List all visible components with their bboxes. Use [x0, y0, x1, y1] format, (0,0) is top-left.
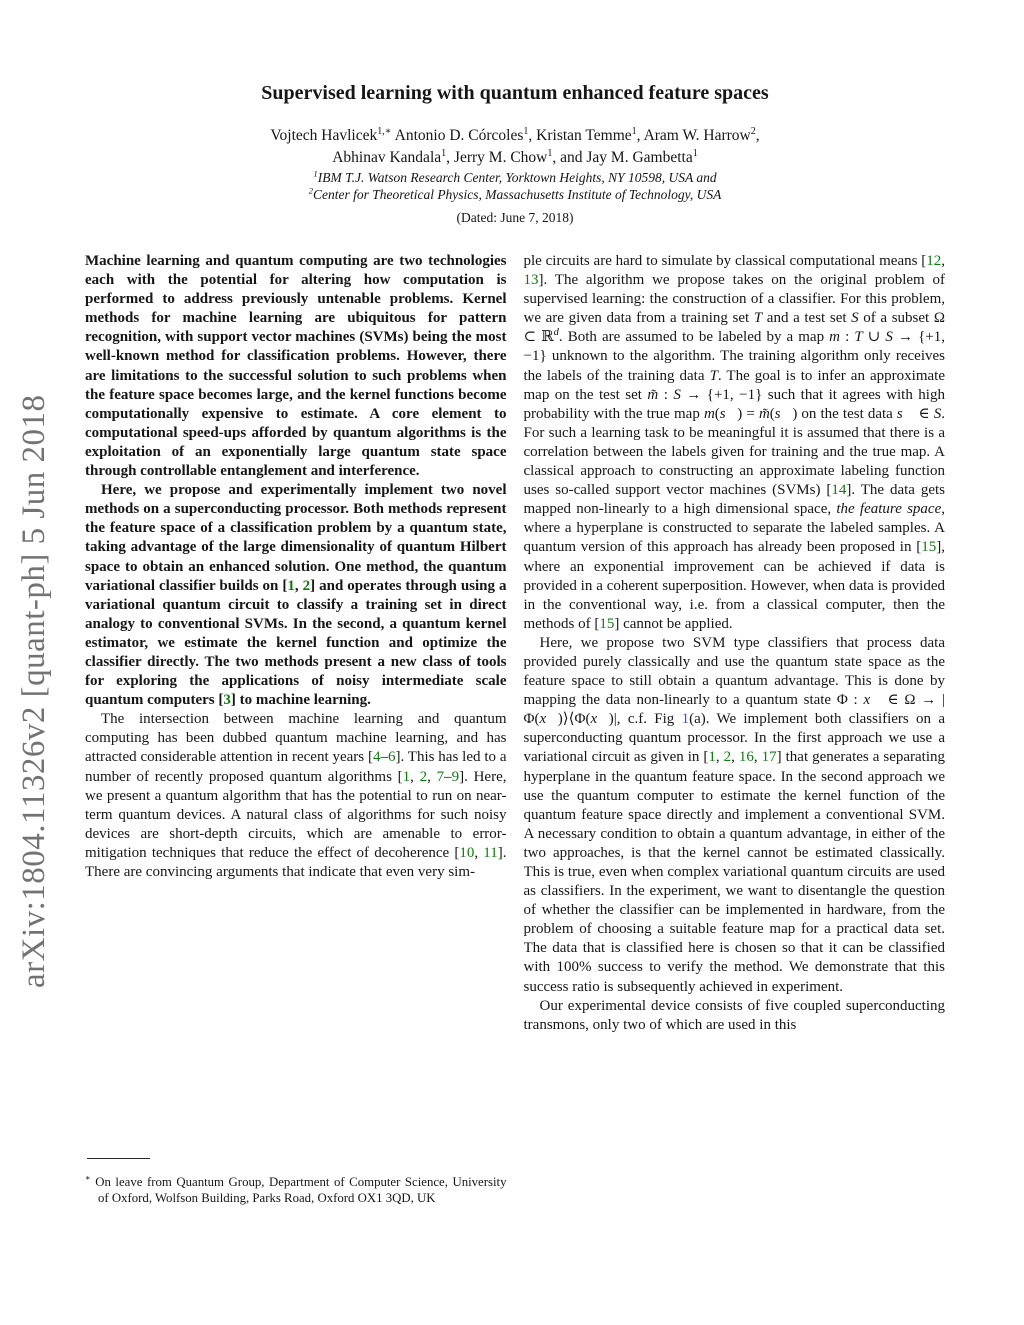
math-variable: m [703, 405, 715, 422]
abstract-paragraph-2 [85, 481, 507, 710]
citation-link[interactable]: 14 [831, 482, 847, 499]
text-run: ∈ Ω → |Φ( [523, 692, 945, 728]
text-run: ] to machine learning. [230, 692, 371, 709]
paper-content [85, 82, 945, 1206]
math-variable: x⃗ [539, 711, 558, 728]
superscript: 1 [547, 147, 553, 159]
text-run: , where a hyperplane is constructed to separate the labeled samples. A quantum version of this approach has already been proposed in [ [523, 501, 945, 556]
citation-link[interactable]: 15 [599, 615, 615, 632]
column-left [85, 252, 507, 1206]
text-run: The intersection between machine learning and quantum computing has been dubbed quantum machine learning, and has attracted considerable attention in recent years [ [85, 711, 507, 766]
text-run: , Jerry M. Chow [446, 149, 548, 166]
citation-link[interactable]: 7 [436, 768, 445, 785]
math-variable: m̃ [647, 386, 659, 403]
text-run: Antonio D. Córcoles [391, 127, 524, 144]
superscript: 1 [631, 125, 637, 137]
text-run: , Aram W. Harrow [636, 127, 751, 144]
superscript: 2 [750, 125, 756, 137]
text-run: On leave from Quantum Group, Department of Computer Science, University of Oxford, Wolfson Building, Parks Road, Oxford OX1 3QD, UK [90, 1174, 507, 1205]
paper-header [85, 82, 945, 226]
math-variable: s⃗ [774, 405, 793, 422]
author-line-1 [85, 125, 945, 147]
body-paragraph-3 [524, 997, 946, 1035]
citation-link[interactable]: 13 [523, 272, 539, 289]
math-variable: m [829, 329, 841, 346]
footnote-block [85, 1158, 507, 1206]
text-run: Our experimental device consists of five coupled superconducting transmons, only two of which are used in this [523, 997, 945, 1033]
text-run: , [731, 749, 739, 766]
math-variable: S [885, 329, 893, 346]
text-run: ]. Here, we present a quantum algorithm that has the potential to run on near-term quantum devices. A natural class of algorithms for such noisy devices are short-depth circuits, which are amenable to error-mitigation techniques that reduce the effect of decoherence [ [85, 768, 507, 861]
text-run: ) = [737, 405, 759, 422]
text-run: , [753, 749, 762, 766]
superscript: 1,∗ [377, 125, 392, 137]
body-paragraph-2 [524, 634, 946, 997]
figure-ref-link[interactable]: 1 [681, 711, 690, 728]
text-run: Here, we propose and experimentally implement two novel methods on a superconducting processor. Both methods represent the feature space of a classification problem by a quantum state, taking advantage of the large dimensionality of quantum Hilbert space to obtain an enhanced solution. One method, the quantum variational classifier builds on [ [85, 482, 507, 594]
citation-link[interactable]: 10 [459, 844, 475, 861]
text-run: ] that generates a separating hyperplane in the quantum feature space. In the second approach we use the quantum computer to estimate the kernel function of the quantum feature space directly and implement a conventional SVM. A necessary condition to obtain a quantum advantage, in either of the two approaches, is that the kernel cannot be estimated classically. This is true, even when complex variational quantum circuits are used as classifiers. In the experiment, we want to disentangle the question of whether the classifier can be implemented in hardware, from the problem of choosing a suitable feature map for a practical data set. The data that is classified here is chosen so that it can be classified with 100% success to verify the method. We demonstrate that this success ratio is subsequently achieved in experiment. [523, 749, 945, 995]
math-variable: T [854, 329, 863, 346]
text-run: Center for Theoretical Physics, Massachusetts Institute of Technology, USA [312, 187, 722, 202]
text-run: )⟩⟨Φ( [557, 711, 591, 728]
affiliation-1 [85, 169, 945, 186]
text-run: – [444, 768, 452, 785]
text-run: → {+1, −1} such that it agrees with high probability with the true map [523, 386, 945, 422]
author-footnote [85, 1174, 507, 1206]
text-run: : [658, 386, 674, 403]
text-run: ]. The algorithm we propose takes on the original problem of supervised learning: the construction of a classifier. For this problem, we are given data from a training set [523, 272, 945, 327]
text-run: Abhinav Kandala [332, 149, 442, 166]
date-line: (Dated: June 7, 2018) [456, 210, 574, 225]
two-column-body [85, 252, 945, 1206]
math-variable: m̃ [758, 405, 770, 422]
citation-link[interactable]: 16 [738, 749, 754, 766]
text-run: . For such a learning task to be meaningful it is assumed that there is a correlation between the labels given for training and the true map. A classical approach to constructing an approximate labeling function uses so-called support vector machines (SVMs) [ [523, 405, 945, 499]
text-run: Machine learning and quantum computing are two technologies each with the potential for altering how computation is performed to address previously untenable problems. Kernel methods for machine learning are ubiquitous for pattern recognition, with support vector machines (SVMs) being the most well-known method for classification problems. However, there are limitations to the successful solution to such problems when the feature space becomes large, and the kernel functions become computationally expensive to estimate. A core element to computational speed-ups afforded by quantum algorithms is the exploitation of an exponentially large quantum state space through controllable entanglement and interference. [85, 253, 507, 480]
paper-title: Supervised learning with quantum enhanced feature spaces [261, 82, 769, 104]
text-run: of a subset Ω ⊂ ℝ [523, 310, 945, 346]
text-run: , [294, 577, 303, 594]
text-run: ]. There are convincing arguments that indicate that even very sim- [85, 844, 507, 880]
math-variable: x⃗ [863, 692, 882, 709]
column-right [524, 252, 946, 1206]
arxiv-watermark: arXiv:1804.11326v2 [quant-ph] 5 Jun 2018 [16, 394, 52, 988]
text-run: )|, c.f. Fig [608, 711, 682, 728]
text-run: , [941, 253, 945, 269]
intro-paragraph [85, 710, 507, 882]
citation-link[interactable]: 1 [708, 749, 716, 766]
citation-link[interactable]: 6 [387, 749, 396, 766]
text-run: , [474, 844, 484, 861]
citation-link[interactable]: 12 [926, 253, 942, 269]
superscript: 1 [523, 125, 529, 137]
text-run: ple circuits are hard to simulate by classical computational means [ [523, 253, 927, 269]
superscript: d [553, 327, 559, 339]
text-run: ] cannot be applied. [614, 615, 733, 632]
citation-link[interactable]: 2 [302, 577, 311, 594]
text-run: ] and operates through using a variational quantum circuit to classify a training set in direct analogy to conventional SVMs. In the second, a quantum kernel estimator, we estimate the kernel function and optimize the classifier directly. The two methods present a new class of tools for exploring the applications of noisy intermediate scale quantum computers [ [85, 577, 507, 709]
text-run: . The goal is to infer an approximate map on the test set [523, 367, 945, 403]
math-variable: s⃗ [719, 405, 738, 422]
math-variable: S [851, 310, 859, 327]
superscript: 1 [441, 147, 447, 159]
text-run: , [410, 768, 420, 785]
text-run: ∪ [862, 329, 886, 346]
math-variable: S [673, 386, 681, 403]
text-run: and a test set [762, 310, 852, 327]
text-run: , [427, 768, 437, 785]
text-run: IBM T.J. Watson Research Center, Yorktown Heights, NY 10598, USA and [317, 170, 717, 185]
text-run: → {+1, −1} unknown to the algorithm. The training algorithm only receives the labels of the training data [523, 329, 945, 384]
text-run: ) on the test data [792, 405, 897, 422]
citation-link[interactable]: 4 [372, 749, 381, 766]
text-run: , and Jay M. Gambetta [552, 149, 693, 166]
text-run: Vojtech Havlicek [270, 127, 378, 144]
text-run: – [380, 749, 388, 766]
author-block [85, 125, 945, 169]
math-variable: s⃗ [896, 405, 915, 422]
superscript: 1 [692, 147, 698, 159]
text-run: , [715, 749, 724, 766]
body-paragraph-1 [524, 252, 946, 634]
citation-link[interactable]: 2 [419, 768, 428, 785]
affiliation-2 [85, 186, 945, 203]
abstract-paragraph-1 [85, 252, 507, 481]
text-run: (a). We implement both classifiers on a superconducting quantum processor. In the first approach we use a variational circuit as given in [ [523, 711, 945, 766]
text-run: ]. This has led to a number of recently proposed quantum algorithms [ [85, 749, 507, 785]
citation-link[interactable]: 1 [287, 577, 295, 594]
footnote-rule [87, 1158, 150, 1159]
math-variable: x⃗ [590, 711, 609, 728]
text-run: ( [714, 405, 720, 422]
text-run: ], where an exponential improvement can be achieved if data is provided in a coherent superposition. However, when data is provided in the conventional way, i.e. from a classical computer, then the methods of [ [523, 539, 945, 632]
text-run: : [840, 329, 855, 346]
math-variable: S [933, 405, 942, 422]
math-variable: T [753, 310, 763, 327]
citation-link[interactable]: 9 [451, 768, 460, 785]
superscript: 1 [313, 168, 318, 179]
superscript: ∗ [85, 1173, 91, 1183]
citation-link[interactable]: 11 [483, 844, 498, 861]
text-run: ∈ [914, 405, 934, 422]
citation-link[interactable]: 15 [921, 539, 937, 556]
author-line-2 [85, 147, 945, 169]
citation-link[interactable]: 17 [761, 749, 777, 766]
citation-link[interactable]: 1 [402, 768, 411, 785]
text-run: , [755, 127, 760, 144]
math-variable: T [709, 367, 718, 384]
text-run: . Both are assumed to be labeled by a map [558, 329, 830, 346]
citation-link[interactable]: 3 [223, 692, 231, 709]
text-run: ( [769, 405, 775, 422]
text-run: Here, we propose two SVM type classifiers that process data provided purely classically and use the quantum state space as the feature space to still obtain a quantum advantage. This is done by mapping the data non-linearly to a quantum state Φ : [523, 634, 945, 709]
emphasis-text: the feature space [836, 501, 942, 518]
text-run: ]. The data gets mapped non-linearly to a high dimensional space, [523, 482, 945, 518]
superscript: 2 [308, 185, 313, 196]
text-run: , Kristan Temme [528, 127, 632, 144]
citation-link[interactable]: 2 [723, 749, 732, 766]
